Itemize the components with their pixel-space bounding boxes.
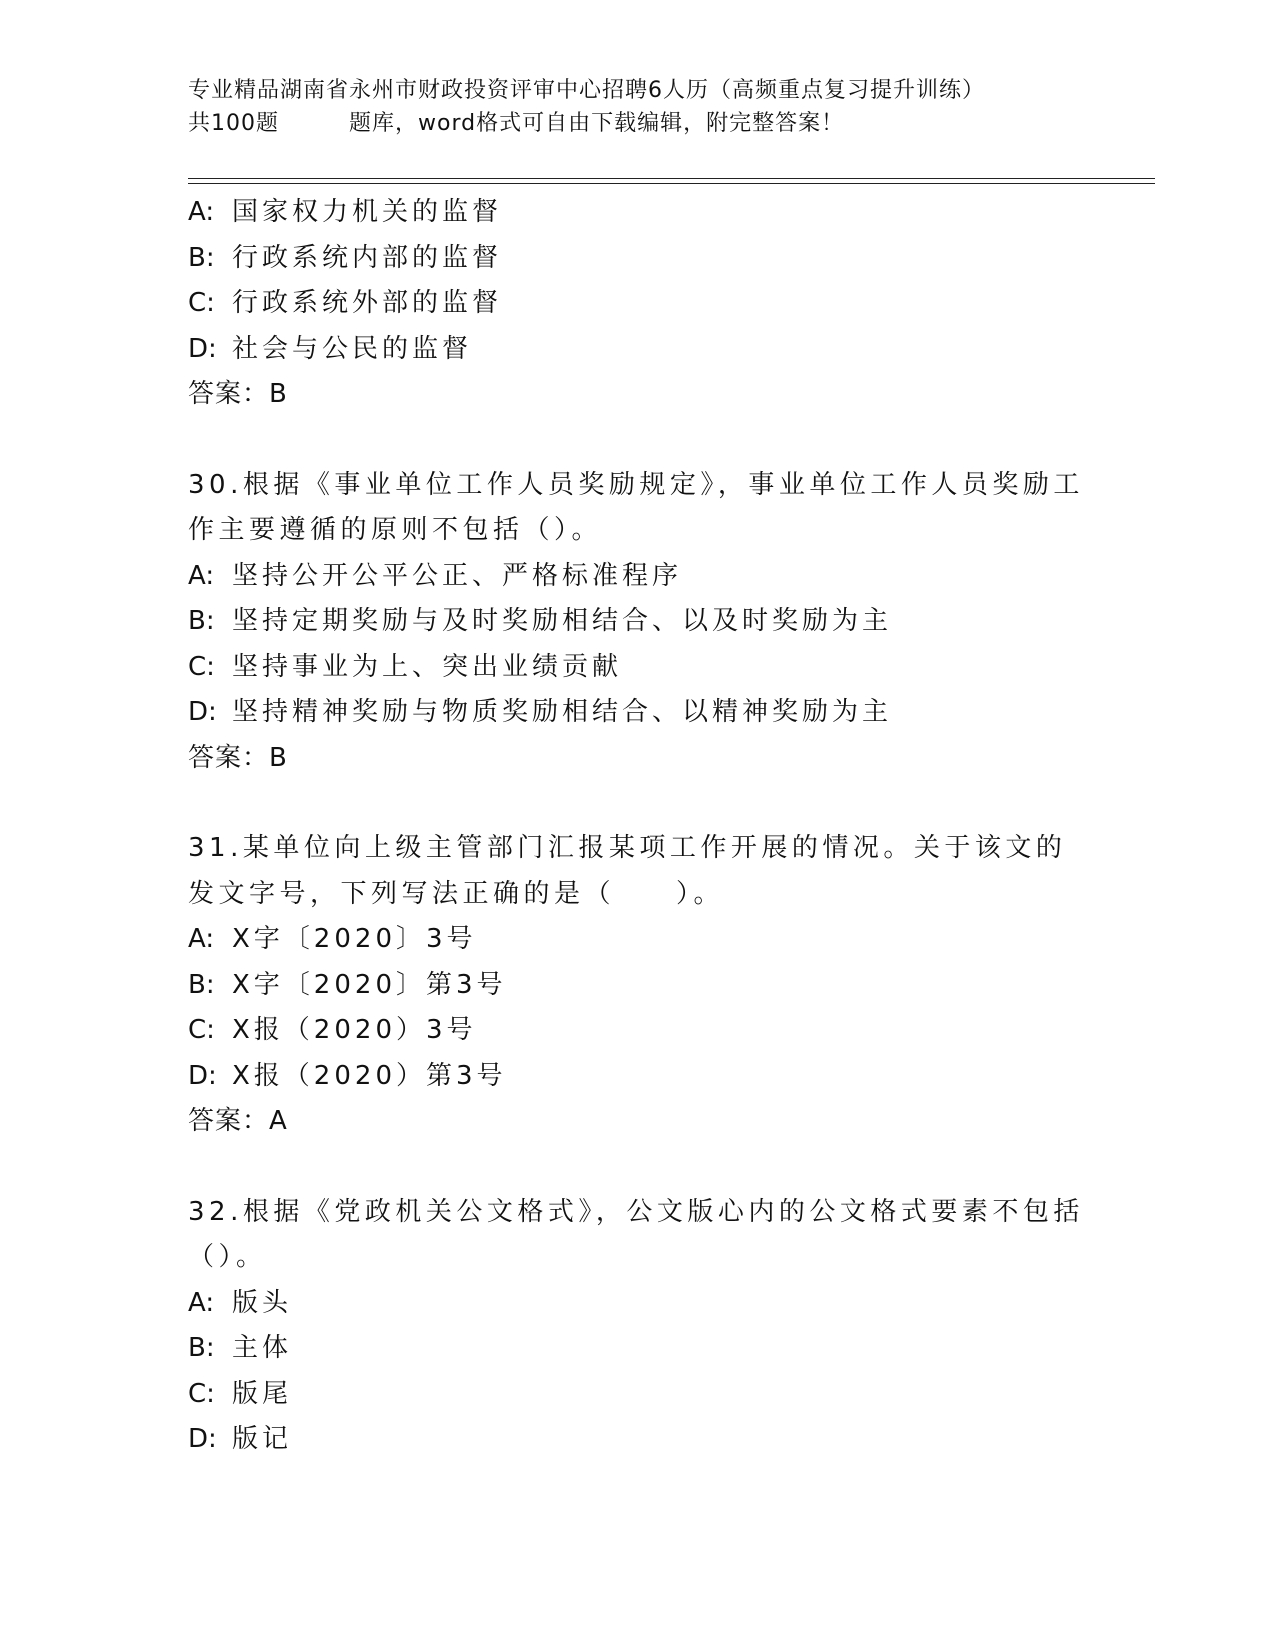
option-label: D: <box>188 697 217 727</box>
option-label: A: <box>188 197 215 227</box>
option-text: 坚持定期奖励与及时奖励相结合、以及时奖励为主 <box>232 606 893 636</box>
option-label: C: <box>188 1378 215 1409</box>
option-text: 国家权力机关的监督 <box>232 197 503 227</box>
option-label: C: <box>188 288 215 318</box>
option-label: D: <box>188 1060 217 1091</box>
header-divider-bottom <box>188 183 1155 184</box>
option-c <box>188 281 1138 327</box>
option-text: 坚持公开公平公正、严格标准程序 <box>232 560 683 591</box>
question-block-29 <box>188 190 1138 418</box>
header-title: 专业精品湖南省永州市财政投资评审中心招聘6人历（高频重点复习提升训练） <box>188 78 985 103</box>
option-label: C: <box>188 651 215 682</box>
option-label: B: <box>188 242 215 273</box>
question-block-32 <box>188 1190 1138 1463</box>
option-label: A: <box>188 1287 215 1318</box>
option-text: 版尾 <box>232 1378 293 1409</box>
option-c <box>188 1372 1138 1418</box>
option-text: 坚持事业为上、突出业绩贡献 <box>232 651 623 682</box>
option-label: A: <box>188 560 215 591</box>
option-text: 社会与公民的监督 <box>232 333 473 364</box>
option-text: 行政系统外部的监督 <box>232 288 503 318</box>
answer-line: 答案：B <box>188 742 288 773</box>
option-text: X报（2020）第3号 <box>232 1060 507 1091</box>
option-b <box>188 1326 1138 1372</box>
option-text: 坚持精神奖励与物质奖励相结合、以精神奖励为主 <box>232 697 893 727</box>
answer-line: 答案：B <box>188 379 288 409</box>
document-header <box>188 74 1108 140</box>
option-label: B: <box>188 969 215 1000</box>
option-c <box>188 1008 1138 1054</box>
question-text: 31.某单位向上级主管部门汇报某项工作开展的情况。关于该文的发文字号，下列写法正确的是（ ）。 <box>188 833 1067 909</box>
option-b <box>188 599 1138 645</box>
option-b <box>188 963 1138 1009</box>
option-label: B: <box>188 1333 215 1363</box>
header-description: 题库，word格式可自由下载编辑，附完整答案！ <box>349 111 845 136</box>
option-d <box>188 327 1138 373</box>
option-label: D: <box>188 1424 217 1454</box>
header-question-count: 共100题 <box>188 111 279 136</box>
question-list <box>188 190 1138 1463</box>
option-label: D: <box>188 333 217 364</box>
option-text: X字〔2020〕第3号 <box>232 969 507 1000</box>
option-text: 版头 <box>232 1287 293 1318</box>
option-d <box>188 1417 1138 1463</box>
question-block-31 <box>188 826 1138 1145</box>
option-label: A: <box>188 924 215 954</box>
option-text: 行政系统内部的监督 <box>232 242 503 273</box>
option-label: C: <box>188 1015 215 1045</box>
option-text: X报（2020）3号 <box>232 1015 477 1045</box>
option-text: 版记 <box>232 1424 293 1454</box>
answer-line: 答案：A <box>188 1106 288 1136</box>
option-a <box>188 190 1138 236</box>
option-text: X字〔2020〕3号 <box>232 924 477 954</box>
option-c <box>188 645 1138 691</box>
option-a <box>188 917 1138 963</box>
option-a <box>188 1281 1138 1327</box>
header-divider-top <box>188 178 1155 179</box>
question-text: 32.根据《党政机关公文格式》，公文版心内的公文格式要素不包括（）。 <box>188 1196 1084 1272</box>
header-subtitle <box>188 107 1108 140</box>
option-b <box>188 236 1138 282</box>
option-a <box>188 554 1138 600</box>
option-label: B: <box>188 606 215 636</box>
option-text: 主体 <box>232 1333 293 1363</box>
question-block-30 <box>188 463 1138 782</box>
option-d <box>188 1054 1138 1100</box>
option-d <box>188 690 1138 736</box>
question-text: 30.根据《事业单位工作人员奖励规定》，事业单位工作人员奖励工作主要遵循的原则不包括（）。 <box>188 469 1084 545</box>
